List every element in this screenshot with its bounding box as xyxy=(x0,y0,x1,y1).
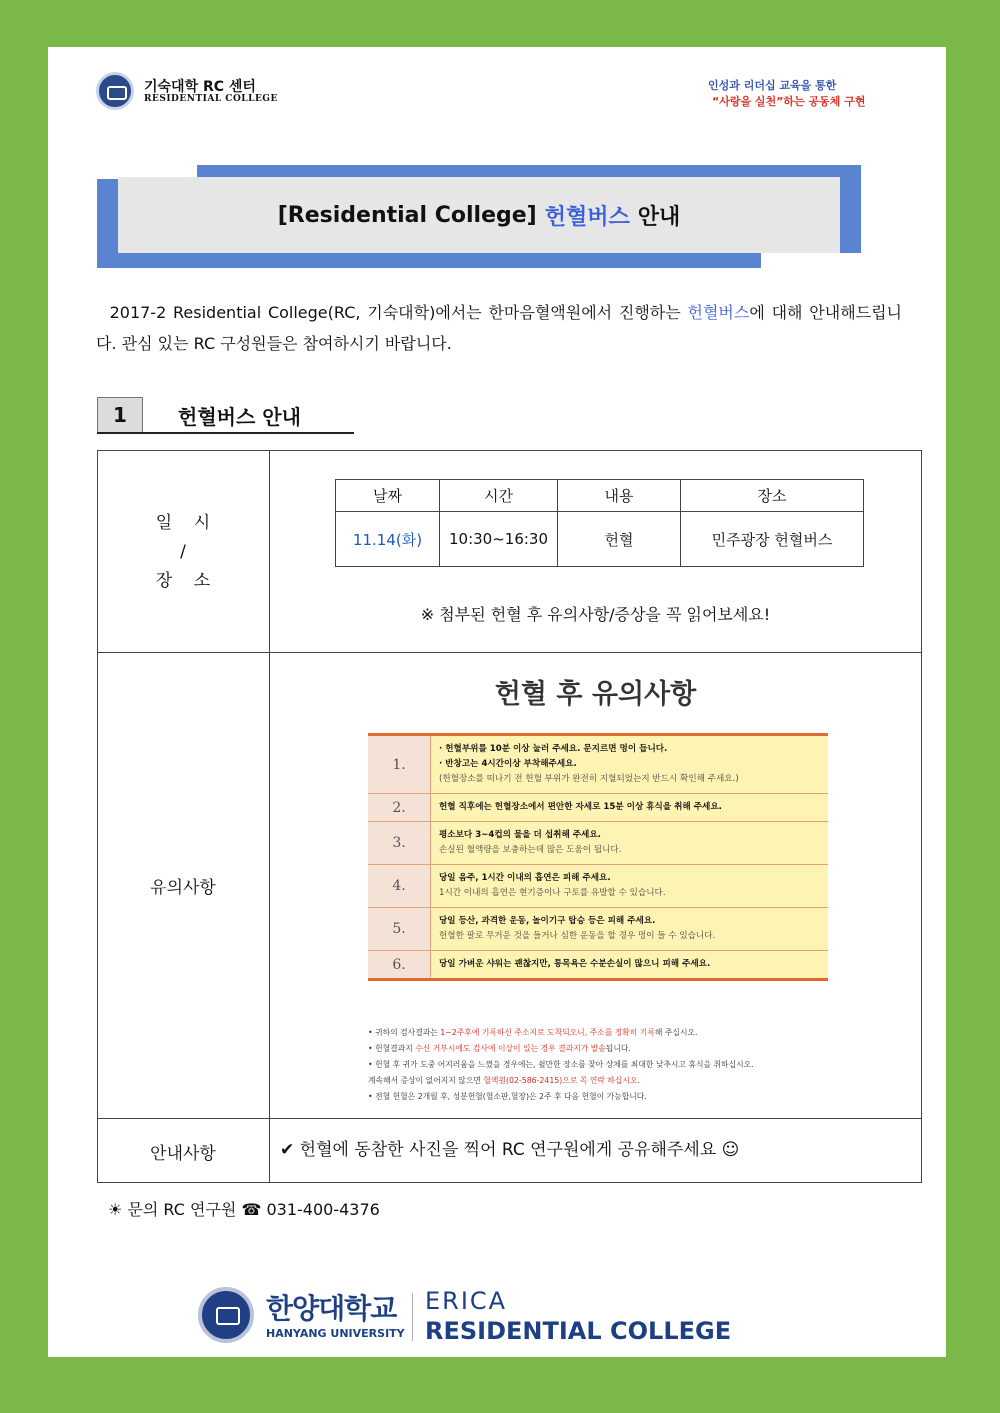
notice-line: 당일 음주, 1시간 이내의 흡연은 피해 주세요. xyxy=(439,873,611,883)
contact-line: ☀ 문의 RC 연구원 ☎ 031-400-4376 xyxy=(108,1200,380,1219)
univ-name-korean: 한양대학교 xyxy=(266,1292,397,1325)
footnote-part: • 헌혈 후 귀가 도중 어지러움을 느꼈을 경우에는, 쉴만한 장소를 찾아 상체를 최대한 낮추시고 휴식을 취하십시오. xyxy=(368,1060,754,1069)
notice-line: 당일 등산, 과격한 운동, 놀이기구 탑승 등은 피해 주세요. xyxy=(439,916,656,926)
cell-date: 11.14(화) xyxy=(336,512,440,567)
notice-item xyxy=(368,951,828,978)
rc-seal-logo xyxy=(96,72,134,110)
intro-highlight: 헌혈버스 xyxy=(687,303,750,322)
notice-item-text xyxy=(431,908,828,950)
erica-wordmark: ERICA xyxy=(425,1287,508,1315)
schedule-label xyxy=(97,509,269,596)
header-place: 장소 xyxy=(681,480,864,512)
notice-line: 손실된 혈액량을 보충하는데 많은 도움이 됩니다. xyxy=(439,845,622,855)
schedule-label-b: / xyxy=(180,542,186,562)
cell-content: 헌혈 xyxy=(558,512,681,567)
notice-line: 당일 가벼운 샤워는 괜찮지만, 통목욕은 수분손실이 많으니 피해 주세요. xyxy=(439,959,711,969)
title-highlight: 헌혈버스 xyxy=(544,204,630,230)
header-time: 시간 xyxy=(440,480,558,512)
footnote-part: • 헌혈결과지 xyxy=(368,1044,416,1053)
notice-footnote xyxy=(368,1089,838,1105)
footnote-part: 해 주십시오. xyxy=(654,1028,698,1037)
notice-line: (헌혈장소를 떠나기 전 헌혈 부위가 완전히 지혈되었는지 반드시 확인해 주세요.) xyxy=(439,774,739,784)
notice-item-text xyxy=(431,794,828,821)
footer-divider xyxy=(412,1293,413,1341)
notice-line: · 반창고는 4시간이상 부착해주세요. xyxy=(439,759,577,769)
schedule-table xyxy=(335,479,864,567)
notice-list xyxy=(368,733,828,981)
footnote-part: 1~2주후에 기록하신 주소지로 도착되오니, 주소를 정확히 기록 xyxy=(440,1028,655,1037)
slogan-line-2: “사랑을 실천”하는 공동체 구현 xyxy=(712,95,866,108)
caution-label: 유의사항 xyxy=(150,878,216,898)
notice-footnote xyxy=(368,1057,838,1073)
document-page xyxy=(48,47,946,1357)
notice-footnote xyxy=(368,1073,838,1089)
intro-part-1: 2017-2 Residential College(RC, 기숙대학)에서는 한마음혈액원에서 진행하는 xyxy=(109,303,688,322)
notice-footnotes xyxy=(368,1025,838,1105)
title-prefix: [Residential College] xyxy=(277,202,537,228)
title-frame-gap-right xyxy=(761,253,861,268)
org-title: 기숙대학 RC 센터 xyxy=(144,79,256,95)
univ-name-english: HANYANG UNIVERSITY xyxy=(266,1327,405,1340)
section-underline xyxy=(97,432,354,434)
org-subtitle: RESIDENTIAL COLLEGE xyxy=(144,94,278,104)
footnote-part: • 전혈 헌혈은 2개월 후, 성분헌혈(혈소판,혈장)은 2주 후 다음 헌혈이 가능합니다. xyxy=(368,1092,647,1101)
notice-item-number: 3. xyxy=(368,822,431,864)
cell-time: 10:30~16:30 xyxy=(440,512,558,567)
title-suffix: 안내 xyxy=(637,204,681,230)
intro-paragraph xyxy=(96,297,902,359)
notice-item-number: 6. xyxy=(368,951,431,978)
notice-line: 헌혈 직후에는 헌혈장소에서 편안한 자세로 15분 이상 휴식을 취해 주세요. xyxy=(439,802,722,812)
notice-item xyxy=(368,794,828,822)
notice-item xyxy=(368,908,828,951)
notice-item-number: 2. xyxy=(368,794,431,821)
hanyang-seal-logo xyxy=(198,1287,254,1343)
schedule-label-a: 일 시 xyxy=(155,513,211,533)
attachment-note: ※ 첨부된 헌혈 후 유의사항/증상을 꼭 읽어보세요! xyxy=(420,605,771,624)
notice-item xyxy=(368,822,828,865)
footnote-part: 됩니다. xyxy=(605,1044,631,1053)
notice-item-text xyxy=(431,736,828,793)
footnote-part: • 귀하의 검사결과는 xyxy=(368,1028,441,1037)
notice-footnote xyxy=(368,1041,838,1057)
notice-line: 헌혈한 팔로 무거운 것을 들거나 심한 운동을 할 경우 멍이 들 수 있습니다. xyxy=(439,931,716,941)
page-title xyxy=(118,177,840,253)
section-title: 헌혈버스 안내 xyxy=(178,405,301,429)
notice-item-number: 1. xyxy=(368,736,431,793)
notice-item xyxy=(368,736,828,794)
cell-place: 민주광장 헌혈버스 xyxy=(681,512,864,567)
table-divider-1 xyxy=(97,652,922,653)
notice-item-number: 4. xyxy=(368,865,431,907)
notice-item-text xyxy=(431,865,828,907)
footnote-part: 수신 거부시에도 검사에 이상이 있는 경우 결과지가 발송 xyxy=(415,1044,606,1053)
guide-label: 안내사항 xyxy=(150,1144,216,1164)
header-date: 날짜 xyxy=(336,480,440,512)
residential-college-wordmark: RESIDENTIAL COLLEGE xyxy=(425,1317,732,1345)
notice-title: 헌혈 후 유의사항 xyxy=(494,679,697,710)
notice-footnote xyxy=(368,1025,838,1041)
slogan-line-1: 인성과 리더십 교육을 통한 xyxy=(708,79,837,92)
notice-line: 1시간 이내의 흡연은 현기증이나 구토를 유발할 수 있습니다. xyxy=(439,888,666,898)
notice-item-number: 5. xyxy=(368,908,431,950)
header-content: 내용 xyxy=(558,480,681,512)
table-divider-2 xyxy=(97,1118,922,1119)
section-number: 1 xyxy=(97,397,143,433)
notice-item xyxy=(368,865,828,908)
schedule-data-row xyxy=(336,512,864,567)
notice-line: 평소보다 3~4컵의 물을 더 섭취해 주세요. xyxy=(439,830,601,840)
footnote-part: 계속해서 증상이 없어지지 않으면 xyxy=(368,1076,484,1085)
schedule-label-c: 장 소 xyxy=(155,571,211,591)
notice-item-text xyxy=(431,951,828,978)
notice-item-text xyxy=(431,822,828,864)
notice-line: · 헌혈부위를 10분 이상 눌러 주세요. 문지르면 멍이 듭니다. xyxy=(439,744,668,754)
intro-part-2: 에 대해 안내해드립니다. 관심 있는 RC 구성원들은 참여하시기 바랍니다. xyxy=(96,303,903,353)
footnote-part: 혈액원(02-586-2415)으로 꼭 연락 하십시오. xyxy=(483,1076,641,1085)
schedule-header-row xyxy=(336,480,864,512)
table-column-divider xyxy=(269,450,270,1183)
guide-text: ✔ 헌혈에 동참한 사진을 찍어 RC 연구원에게 공유해주세요 ☺ xyxy=(280,1140,740,1160)
